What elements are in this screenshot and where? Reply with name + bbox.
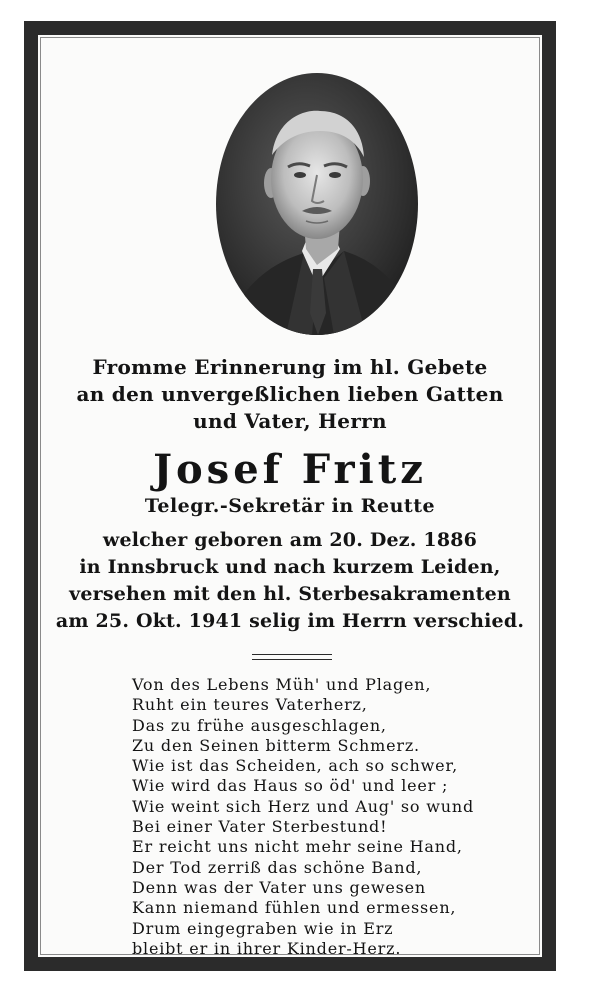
poem-line: Denn was der Vater uns gewesen: [132, 877, 426, 897]
bio-line-3: versehen mit den hl. Sterbesakramenten: [69, 583, 511, 605]
ornamental-divider: [252, 654, 332, 660]
poem-line: bleibt er in ihrer Kinder-Herz.: [132, 938, 402, 958]
deceased-name: Josef Fritz: [153, 446, 427, 493]
bio-line-4: am 25. Okt. 1941 selig im Herrn verschied.: [55, 610, 525, 632]
poem-line: Kann niemand fühlen und ermessen,: [132, 898, 457, 918]
poem-line: Von des Lebens Müh' und Plagen,: [132, 675, 432, 694]
poem-line: Der Tod zerriß das schöne Band,: [132, 857, 423, 877]
bio-line-1: welcher geboren am 20. Dez. 1886: [102, 529, 478, 551]
poem-line: Wie weint sich Herz und Aug' so wund: [132, 796, 475, 816]
intro-line-3: und Vater, Herrn: [193, 409, 387, 433]
poem-line: Wie ist das Scheiden, ach so schwer,: [132, 756, 458, 776]
intro-line-1: Fromme Erinnerung im hl. Gebete: [92, 355, 488, 379]
poem-line: Drum eingegraben wie in Erz: [132, 918, 394, 938]
bio-line-2: in Innsbruck und nach kurzem Leiden,: [79, 556, 501, 578]
portrait-photo: [216, 73, 418, 335]
poem-line: Er reicht uns nicht mehr seine Hand,: [132, 837, 463, 857]
memorial-poem: [132, 675, 532, 959]
occupation: Telegr.-Sekretär in Reutte: [144, 495, 436, 517]
poem-line: Das zu frühe ausgeschlagen,: [132, 715, 387, 735]
poem-line: Wie wird das Haus so öd' und leer ;: [132, 776, 449, 796]
memorial-card: [24, 21, 556, 971]
poem-line: Bei einer Vater Sterbestund!: [132, 817, 388, 837]
poem-line: Ruht ein teures Vaterherz,: [132, 695, 368, 715]
intro-line-2: an den unvergeßlichen lieben Gatten: [76, 382, 504, 406]
poem-line: Zu den Seinen bitterm Schmerz.: [132, 735, 420, 755]
